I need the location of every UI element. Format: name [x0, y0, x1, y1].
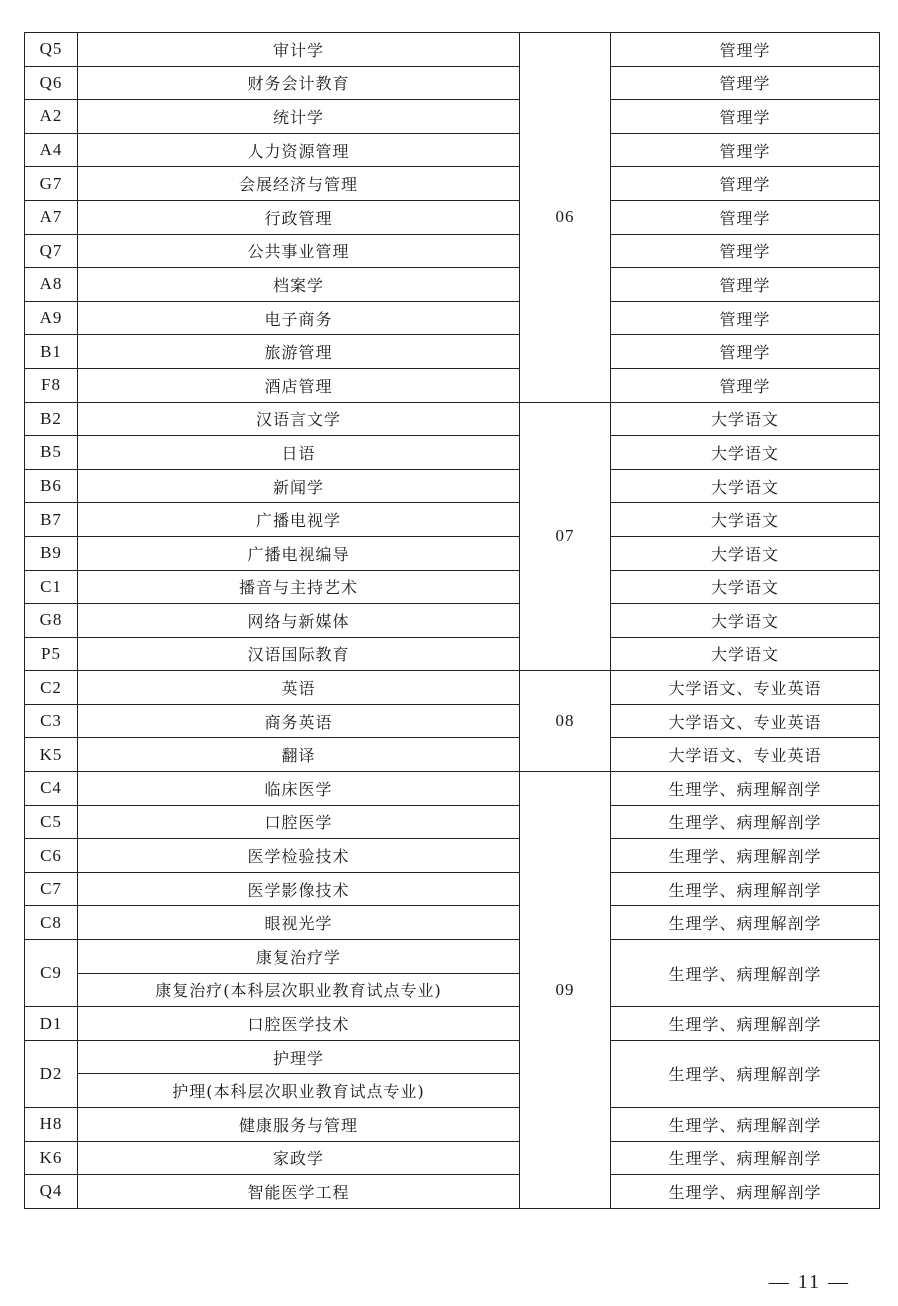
table-row [25, 940, 880, 974]
exam-subject: 大学语文 [611, 604, 880, 638]
table-row [25, 469, 880, 503]
table-row [25, 906, 880, 940]
major-name: 财务会计教育 [78, 66, 520, 100]
exam-subject: 管理学 [611, 268, 880, 302]
major-name: 医学检验技术 [78, 839, 520, 873]
major-name: 统计学 [78, 100, 520, 134]
major-code: C1 [25, 570, 78, 604]
table-row [25, 200, 880, 234]
table-row [25, 671, 880, 705]
major-code: A8 [25, 268, 78, 302]
table-row [25, 772, 880, 806]
exam-subject: 大学语文 [611, 536, 880, 570]
category-code: 09 [520, 772, 611, 1209]
major-name: 医学影像技术 [78, 872, 520, 906]
table-row [25, 268, 880, 302]
major-name: 临床医学 [78, 772, 520, 806]
major-code: B7 [25, 503, 78, 537]
exam-subject: 生理学、病理解剖学 [611, 1108, 880, 1142]
table-row [25, 872, 880, 906]
major-code: Q7 [25, 234, 78, 268]
table-row [25, 738, 880, 772]
exam-subject: 大学语文、专业英语 [611, 738, 880, 772]
major-code: K6 [25, 1141, 78, 1175]
exam-subject: 管理学 [611, 100, 880, 134]
exam-subject: 生理学、病理解剖学 [611, 1007, 880, 1041]
exam-subject: 生理学、病理解剖学 [611, 872, 880, 906]
major-name: 电子商务 [78, 301, 520, 335]
major-code: G7 [25, 167, 78, 201]
table-row [25, 1175, 880, 1209]
major-code: B2 [25, 402, 78, 436]
major-code: C6 [25, 839, 78, 873]
exam-subject: 生理学、病理解剖学 [611, 839, 880, 873]
major-name: 网络与新媒体 [78, 604, 520, 638]
table-row [25, 536, 880, 570]
major-code: D1 [25, 1007, 78, 1041]
major-code: Q4 [25, 1175, 78, 1209]
major-name: 公共事业管理 [78, 234, 520, 268]
exam-subject: 生理学、病理解剖学 [611, 1141, 880, 1175]
major-name: 广播电视学 [78, 503, 520, 537]
major-code: C7 [25, 872, 78, 906]
category-code: 08 [520, 671, 611, 772]
table-row [25, 839, 880, 873]
major-name: 审计学 [78, 33, 520, 67]
category-code: 07 [520, 402, 611, 671]
major-name: 酒店管理 [78, 368, 520, 402]
major-name: 档案学 [78, 268, 520, 302]
exam-subject: 大学语文、专业英语 [611, 671, 880, 705]
major-code: C2 [25, 671, 78, 705]
table-row [25, 805, 880, 839]
major-name: 汉语言文学 [78, 402, 520, 436]
category-code: 06 [520, 33, 611, 403]
major-code: A2 [25, 100, 78, 134]
exam-subject: 生理学、病理解剖学 [611, 906, 880, 940]
table-row [25, 133, 880, 167]
exam-subject: 管理学 [611, 66, 880, 100]
major-code: A9 [25, 301, 78, 335]
table-row [25, 637, 880, 671]
major-code: B1 [25, 335, 78, 369]
major-code: K5 [25, 738, 78, 772]
major-code: A7 [25, 200, 78, 234]
major-code: C3 [25, 704, 78, 738]
exam-subject: 生理学、病理解剖学 [611, 1175, 880, 1209]
table-row [25, 234, 880, 268]
table-body [25, 33, 880, 1209]
major-name: 播音与主持艺术 [78, 570, 520, 604]
major-name: 健康服务与管理 [78, 1108, 520, 1142]
major-name: 汉语国际教育 [78, 637, 520, 671]
major-name: 眼视光学 [78, 906, 520, 940]
major-code: B6 [25, 469, 78, 503]
major-code: F8 [25, 368, 78, 402]
table-row [25, 33, 880, 67]
exam-subject: 管理学 [611, 234, 880, 268]
major-code: C5 [25, 805, 78, 839]
table-row [25, 402, 880, 436]
major-name: 口腔医学 [78, 805, 520, 839]
page-number: — 11 — [768, 1271, 850, 1293]
major-code: G8 [25, 604, 78, 638]
major-code: B5 [25, 436, 78, 470]
major-name: 护理(本科层次职业教育试点专业) [78, 1074, 520, 1108]
major-name: 英语 [78, 671, 520, 705]
major-name: 会展经济与管理 [78, 167, 520, 201]
exam-subject: 大学语文 [611, 637, 880, 671]
table-row [25, 1040, 880, 1074]
table-row [25, 704, 880, 738]
table-row [25, 66, 880, 100]
major-code: B9 [25, 536, 78, 570]
major-name: 翻译 [78, 738, 520, 772]
exam-subject: 生理学、病理解剖学 [611, 805, 880, 839]
major-name: 广播电视编导 [78, 536, 520, 570]
table-row [25, 503, 880, 537]
exam-subject: 大学语文 [611, 503, 880, 537]
major-name: 商务英语 [78, 704, 520, 738]
exam-subject: 管理学 [611, 301, 880, 335]
major-name: 护理学 [78, 1040, 520, 1074]
major-name: 康复治疗(本科层次职业教育试点专业) [78, 973, 520, 1007]
major-name: 口腔医学技术 [78, 1007, 520, 1041]
major-code: Q6 [25, 66, 78, 100]
major-code: A4 [25, 133, 78, 167]
exam-subject: 生理学、病理解剖学 [611, 1040, 880, 1107]
exam-subject: 大学语文 [611, 402, 880, 436]
major-code: H8 [25, 1108, 78, 1142]
major-name: 行政管理 [78, 200, 520, 234]
table-row [25, 1108, 880, 1142]
major-name: 旅游管理 [78, 335, 520, 369]
major-name: 人力资源管理 [78, 133, 520, 167]
table-row [25, 604, 880, 638]
table-row [25, 1007, 880, 1041]
major-name: 家政学 [78, 1141, 520, 1175]
exam-subject: 大学语文、专业英语 [611, 704, 880, 738]
table-row [25, 368, 880, 402]
table-row [25, 1141, 880, 1175]
table-row [25, 301, 880, 335]
exam-subject: 管理学 [611, 200, 880, 234]
exam-subject: 管理学 [611, 167, 880, 201]
table-row [25, 167, 880, 201]
exam-subject: 管理学 [611, 335, 880, 369]
major-name: 日语 [78, 436, 520, 470]
major-subject-table [24, 32, 880, 1209]
major-code: C9 [25, 940, 78, 1007]
major-code: D2 [25, 1040, 78, 1107]
table-row [25, 335, 880, 369]
exam-subject: 大学语文 [611, 436, 880, 470]
major-name: 新闻学 [78, 469, 520, 503]
table-row [25, 436, 880, 470]
exam-subject: 管理学 [611, 33, 880, 67]
table-row [25, 570, 880, 604]
major-name: 智能医学工程 [78, 1175, 520, 1209]
exam-subject: 大学语文 [611, 469, 880, 503]
major-code: P5 [25, 637, 78, 671]
exam-subject: 管理学 [611, 368, 880, 402]
major-name: 康复治疗学 [78, 940, 520, 974]
exam-subject: 大学语文 [611, 570, 880, 604]
major-code: Q5 [25, 33, 78, 67]
major-code: C8 [25, 906, 78, 940]
exam-subject: 管理学 [611, 133, 880, 167]
table-row [25, 100, 880, 134]
exam-subject: 生理学、病理解剖学 [611, 772, 880, 806]
major-code: C4 [25, 772, 78, 806]
exam-subject: 生理学、病理解剖学 [611, 940, 880, 1007]
